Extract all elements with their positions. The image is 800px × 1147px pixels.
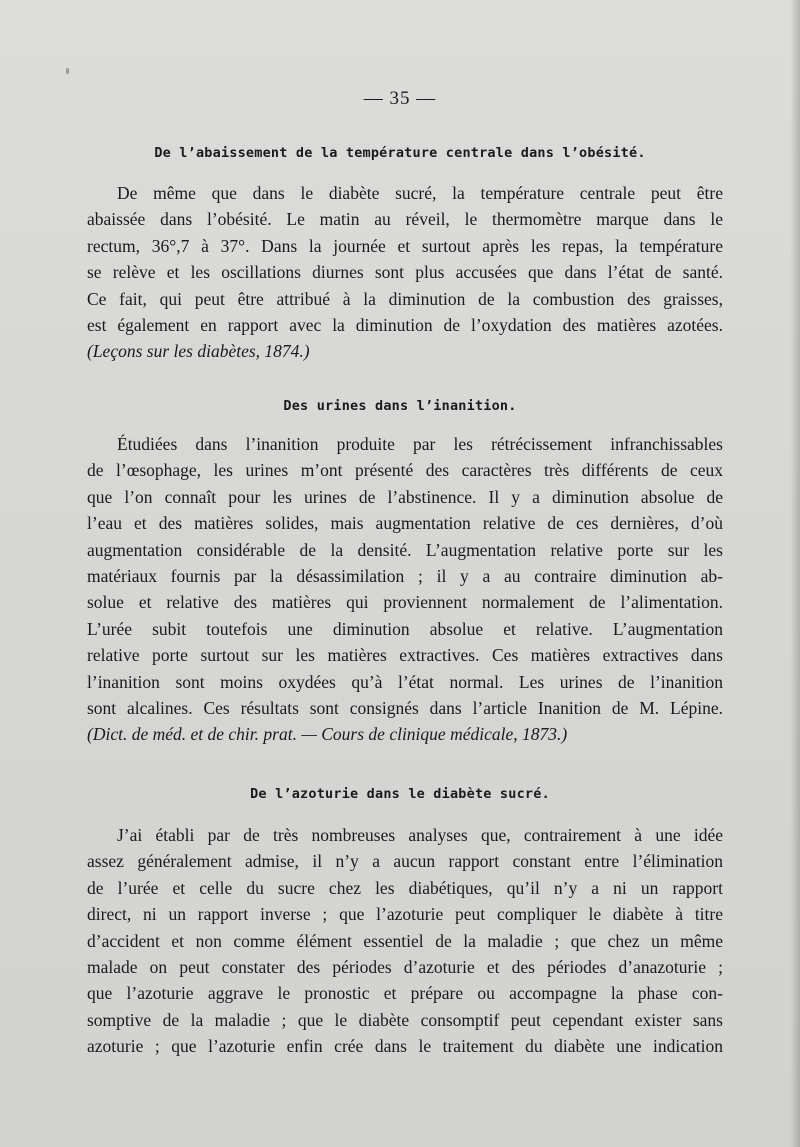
text-line: Ce fait, qui peut être attribué à la diminution de la combustion des graisses, [87,288,723,309]
text-line: somptive de la maladie ; que le diabète consomptif peut cependant exister sans [87,1009,723,1030]
text-line: d’accident et non comme élément essentiel de la maladie ; que chez un même [87,930,723,951]
text-line: l’inanition sont moins oxydées qu’à l’état normal. Les urines de l’inanition [87,671,723,692]
text-line: augmentation considérable de la densité. L’augmentation relative porte sur les [87,539,723,560]
text-line: L’urée subit toutefois une diminution absolue et relative. L’augmentation [87,618,723,639]
text-line: est également en rapport avec la diminution de l’oxydation des matières azotées. [87,315,723,336]
text-line: que l’azoturie aggrave le pronostic et prépare ou accompagne la phase con- [87,983,723,1004]
text-line: sont alcalines. Ces résultats sont consignés dans l’article Inanition de M. Lépine. [87,698,723,719]
text-line: De même que dans le diabète sucré, la température centrale peut être [117,183,723,203]
text-line: direct, ni un rapport inverse ; que l’azoturie peut compliquer le diabète à titre [87,904,723,925]
text-line: que l’on connaît pour les urines de l’abstinence. Il y a diminution absolue de [87,486,723,507]
text-line: de l’œsophage, les urines m’ont présenté des caractères très différents de ceux [87,460,723,481]
page-edge-shadow [790,0,800,1147]
section-title-azoturie: De l’azoturie dans le diabète sucré. [250,786,550,802]
text-line: azoturie ; que l’azoturie enfin crée dans le traitement du diabète une indication [87,1036,723,1057]
page-number: — 35 — [363,88,437,109]
text-line: solue et relative des matières qui proviennent normalement de l’alimentation. [87,592,723,613]
paragraph-azoturie [87,822,723,1060]
paragraph-inanition [87,431,723,748]
text-line: l’eau et des matières solides, mais augmentation relative de ces dernières, d’où [87,513,723,534]
scan-speck [66,68,69,74]
section-title-temperature: De l’abaissement de la température centrale dans l’obésité. [154,145,646,161]
text-line: relative porte surtout sur les matières extractives. Ces matières extractives dans [87,645,723,666]
text-line: malade on peut constater des périodes d’azoturie et des périodes d’anazoturie ; [87,957,723,978]
section-title-inanition: Des urines dans l’inanition. [283,398,517,414]
paragraph-temperature [87,180,723,365]
citation-line: (Dict. de méd. et de chir. prat. — Cours de clinique médicale, 1873.) [87,724,568,745]
text-line: matériaux fournis par la désassimilation ; il y a au contraire diminution ab- [87,566,723,587]
text-line: rectum, 36°,7 à 37°. Dans la journée et surtout après les repas, la température [87,235,723,256]
text-line: Étudiées dans l’inanition produite par les rétrécissement infranchissables [117,434,723,454]
citation-line: (Leçons sur les diabètes, 1874.) [87,341,310,362]
text-line: assez généralement admise, il n’y a aucun rapport constant entre l’élimination [87,851,723,872]
text-line: J’ai établi par de très nombreuses analyses que, contrairement à une idée [117,825,723,845]
text-line: se relève et les oscillations diurnes sont plus accusées que dans l’état de santé. [87,262,723,283]
text-line: de l’urée et celle du sucre chez les diabétiques, qu’il n’y a ni un rapport [87,877,723,898]
text-line: abaissée dans l’obésité. Le matin au réveil, le thermomètre marque dans le [87,209,723,230]
